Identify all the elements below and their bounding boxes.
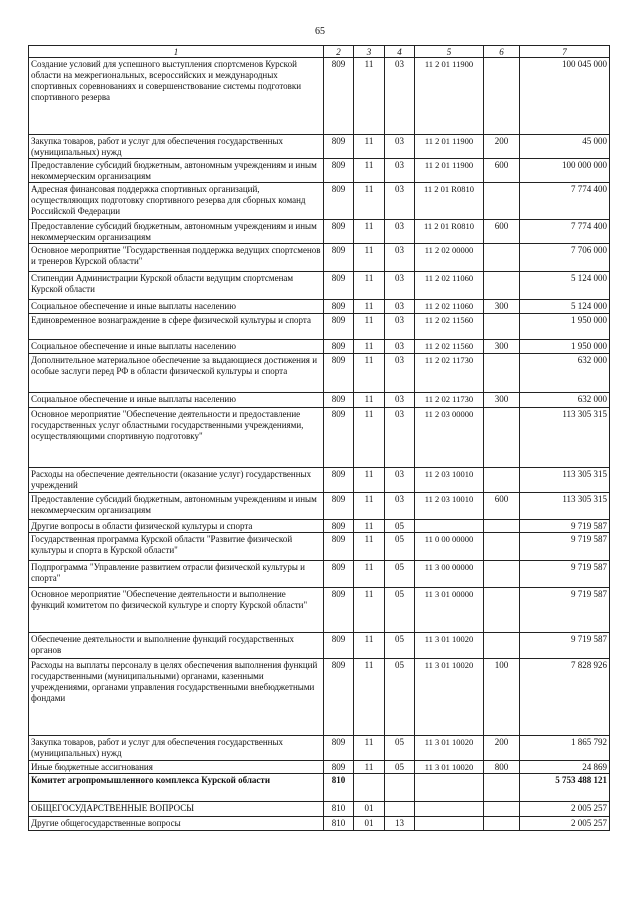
section-code-cell [354,774,385,802]
section-code-cell: 11 [354,300,385,314]
expense-type-cell: 800 [484,761,520,774]
section-code-cell: 11 [354,633,385,659]
subsection-code-cell: 03 [385,493,415,520]
row-name-cell: Единовременное вознаграждение в сфере физической культуры и спорта [29,314,324,340]
expense-type-cell [484,354,520,393]
section-code-cell: 11 [354,520,385,533]
amount-cell: 100 000 000 [520,159,610,183]
row-name-cell: Создание условий для успешного выступления спортсменов Курской области на межрегиональных, всероссийских и международных спортивных соревнованиях и совершенствование системы подготовки спортивного резерва [29,58,324,135]
expense-type-cell [484,520,520,533]
section-code-cell: 11 [354,736,385,761]
table-row [29,300,610,314]
section-code-cell: 11 [354,588,385,633]
table-body [29,58,610,831]
amount-cell: 5 124 000 [520,300,610,314]
amount-cell: 9 719 587 [520,633,610,659]
row-name-cell: Иные бюджетные ассигнования [29,761,324,774]
section-code-cell: 11 [354,659,385,736]
column-header: 5 [415,46,484,58]
expense-type-cell [484,468,520,493]
table-row [29,468,610,493]
table-row [29,159,610,183]
target-article-cell: 11 0 00 00000 [415,533,484,561]
ministry-code-cell: 809 [324,300,354,314]
table-row [29,561,610,588]
target-article-cell: 11 2 01 R0810 [415,220,484,244]
table-row [29,135,610,159]
ministry-code-cell: 809 [324,183,354,220]
table-row [29,761,610,774]
subsection-code-cell: 03 [385,393,415,408]
amount-cell: 7 706 000 [520,244,610,272]
section-code-cell: 11 [354,468,385,493]
target-article-cell: 11 2 03 10010 [415,493,484,520]
subsection-code-cell: 03 [385,135,415,159]
ministry-code-cell: 809 [324,761,354,774]
target-article-cell: 11 2 03 10010 [415,468,484,493]
subsection-code-cell [385,774,415,802]
ministry-code-cell: 809 [324,493,354,520]
table-row [29,220,610,244]
target-article-cell: 11 3 01 10020 [415,633,484,659]
target-article-cell: 11 3 01 10020 [415,736,484,761]
table-row [29,817,610,831]
subsection-code-cell: 03 [385,468,415,493]
expense-type-cell [484,633,520,659]
ministry-code-cell: 809 [324,340,354,354]
ministry-code-cell: 809 [324,135,354,159]
section-code-cell: 11 [354,354,385,393]
section-code-cell: 11 [354,159,385,183]
ministry-code-cell: 809 [324,520,354,533]
section-code-cell: 11 [354,393,385,408]
target-article-cell: 11 3 00 00000 [415,561,484,588]
amount-cell: 100 045 000 [520,58,610,135]
expense-type-cell: 100 [484,659,520,736]
amount-cell: 9 719 587 [520,533,610,561]
ministry-code-cell: 810 [324,774,354,802]
subsection-code-cell: 05 [385,659,415,736]
table-row [29,493,610,520]
target-article-cell: 11 3 01 00000 [415,588,484,633]
column-header: 2 [324,46,354,58]
expense-type-cell [484,58,520,135]
row-name-cell: Дополнительное материальное обеспечение за выдающиеся достижения и особые заслуги перед РФ в области физической культуры и спорта [29,354,324,393]
subsection-code-cell: 03 [385,220,415,244]
expense-type-cell: 200 [484,736,520,761]
amount-cell: 5 753 488 121 [520,774,610,802]
row-name-cell: Предоставление субсидий бюджетным, автономным учреждениям и иным некоммерческим организациям [29,159,324,183]
section-code-cell: 11 [354,533,385,561]
subsection-code-cell: 05 [385,761,415,774]
expense-type-cell [484,774,520,802]
ministry-code-cell: 809 [324,393,354,408]
table-row [29,520,610,533]
ministry-code-cell: 809 [324,468,354,493]
amount-cell: 7 774 400 [520,183,610,220]
row-name-cell: Предоставление субсидий бюджетным, автономным учреждениям и иным некоммерческим организациям [29,220,324,244]
amount-cell: 5 124 000 [520,272,610,300]
amount-cell: 113 305 315 [520,408,610,468]
subsection-code-cell: 03 [385,272,415,300]
table-row [29,183,610,220]
expense-type-cell [484,533,520,561]
expense-type-cell: 300 [484,393,520,408]
target-article-cell: 11 2 01 11900 [415,135,484,159]
row-name-cell: Предоставление субсидий бюджетным, автономным учреждениям и иным некоммерческим организациям [29,493,324,520]
table-row [29,588,610,633]
target-article-cell [415,520,484,533]
amount-cell: 9 719 587 [520,520,610,533]
table-header-row [29,46,610,58]
amount-cell: 45 000 [520,135,610,159]
row-name-cell: Другие общегосударственные вопросы [29,817,324,831]
target-article-cell: 11 3 01 10020 [415,659,484,736]
expense-type-cell [484,817,520,831]
expense-type-cell: 600 [484,159,520,183]
amount-cell: 632 000 [520,354,610,393]
section-code-cell: 11 [354,58,385,135]
row-name-cell: Социальное обеспечение и иные выплаты населению [29,393,324,408]
table-row [29,393,610,408]
row-name-cell: Социальное обеспечение и иные выплаты населению [29,300,324,314]
expense-type-cell [484,802,520,817]
subsection-code-cell: 03 [385,354,415,393]
amount-cell: 9 719 587 [520,588,610,633]
expense-type-cell [484,408,520,468]
table-row [29,736,610,761]
row-name-cell: Обеспечение деятельности и выполнение функций государственных органов [29,633,324,659]
row-name-cell: Комитет агропромышленного комплекса Курской области [29,774,324,802]
amount-cell: 2 005 257 [520,817,610,831]
target-article-cell: 11 2 01 R0810 [415,183,484,220]
expense-type-cell: 300 [484,300,520,314]
subsection-code-cell: 05 [385,520,415,533]
budget-table [28,45,610,831]
target-article-cell: 11 2 01 11900 [415,159,484,183]
expense-type-cell: 600 [484,220,520,244]
section-code-cell: 11 [354,340,385,354]
subsection-code-cell: 05 [385,736,415,761]
section-code-cell: 01 [354,817,385,831]
expense-type-cell [484,244,520,272]
section-code-cell: 11 [354,561,385,588]
target-article-cell: 11 3 01 10020 [415,761,484,774]
subsection-code-cell: 05 [385,533,415,561]
row-name-cell: Расходы на обеспечение деятельности (оказание услуг) государственных учреждений [29,468,324,493]
expense-type-cell: 300 [484,340,520,354]
row-name-cell: Адресная финансовая поддержка спортивных организаций, осуществляющих подготовку спортивного резерва для сборных команд Российской Федерации [29,183,324,220]
amount-cell: 2 005 257 [520,802,610,817]
expense-type-cell: 600 [484,493,520,520]
table-row [29,802,610,817]
amount-cell: 7 774 400 [520,220,610,244]
row-name-cell: Другие вопросы в области физической культуры и спорта [29,520,324,533]
amount-cell: 1 865 792 [520,736,610,761]
ministry-code-cell: 809 [324,561,354,588]
column-header: 6 [484,46,520,58]
table-row [29,244,610,272]
row-name-cell: Социальное обеспечение и иные выплаты населению [29,340,324,354]
section-code-cell: 11 [354,761,385,774]
section-code-cell: 11 [354,272,385,300]
section-code-cell: 11 [354,244,385,272]
target-article-cell: 11 2 02 11560 [415,340,484,354]
column-header: 1 [29,46,324,58]
target-article-cell: 11 2 02 11060 [415,272,484,300]
amount-cell: 7 828 926 [520,659,610,736]
subsection-code-cell: 03 [385,340,415,354]
row-name-cell: Расходы на выплаты персоналу в целях обеспечения выполнения функций государственными (муниципальными) органами, казенными учреждениями, органами управления государственными внебюджетными фондами [29,659,324,736]
subsection-code-cell: 03 [385,159,415,183]
target-article-cell [415,802,484,817]
row-name-cell: Основное мероприятие "Обеспечение деятельности и выполнение функций комитетом по физической культуре и спорту Курской области" [29,588,324,633]
subsection-code-cell [385,802,415,817]
ministry-code-cell: 809 [324,736,354,761]
amount-cell: 632 000 [520,393,610,408]
section-code-cell: 01 [354,802,385,817]
target-article-cell: 11 2 02 11730 [415,393,484,408]
amount-cell: 1 950 000 [520,340,610,354]
row-name-cell: ОБЩЕГОСУДАРСТВЕННЫЕ ВОПРОСЫ [29,802,324,817]
expense-type-cell [484,314,520,340]
target-article-cell [415,817,484,831]
table-row [29,354,610,393]
ministry-code-cell: 809 [324,244,354,272]
ministry-code-cell: 809 [324,272,354,300]
expense-type-cell [484,561,520,588]
amount-cell: 1 950 000 [520,314,610,340]
ministry-code-cell: 809 [324,633,354,659]
section-code-cell: 11 [354,135,385,159]
subsection-code-cell: 03 [385,300,415,314]
subsection-code-cell: 03 [385,408,415,468]
row-name-cell: Основное мероприятие "Государственная поддержка ведущих спортсменов и тренеров Курской области" [29,244,324,272]
target-article-cell: 11 2 03 00000 [415,408,484,468]
subsection-code-cell: 05 [385,588,415,633]
section-code-cell: 11 [354,408,385,468]
table-row [29,272,610,300]
row-name-cell: Подпрограмма "Управление развитием отрасли физической культуры и спорта" [29,561,324,588]
ministry-code-cell: 809 [324,659,354,736]
row-name-cell: Закупка товаров, работ и услуг для обеспечения государственных (муниципальных) нужд [29,736,324,761]
table-row [29,774,610,802]
ministry-code-cell: 810 [324,802,354,817]
ministry-code-cell: 809 [324,220,354,244]
expense-type-cell [484,183,520,220]
amount-cell: 24 869 [520,761,610,774]
ministry-code-cell: 809 [324,314,354,340]
column-header: 3 [354,46,385,58]
section-code-cell: 11 [354,314,385,340]
subsection-code-cell: 03 [385,58,415,135]
page-number: 65 [315,26,325,37]
ministry-code-cell: 809 [324,159,354,183]
subsection-code-cell: 05 [385,633,415,659]
target-article-cell: 11 2 02 11730 [415,354,484,393]
target-article-cell: 11 2 02 00000 [415,244,484,272]
section-code-cell: 11 [354,220,385,244]
row-name-cell: Стипендии Администрации Курской области ведущим спортсменам Курской области [29,272,324,300]
subsection-code-cell: 03 [385,183,415,220]
table-row [29,314,610,340]
target-article-cell: 11 2 02 11560 [415,314,484,340]
expense-type-cell: 200 [484,135,520,159]
ministry-code-cell: 810 [324,817,354,831]
target-article-cell: 11 2 01 11900 [415,58,484,135]
target-article-cell [415,774,484,802]
table-row [29,633,610,659]
subsection-code-cell: 03 [385,244,415,272]
section-code-cell: 11 [354,493,385,520]
amount-cell: 9 719 587 [520,561,610,588]
ministry-code-cell: 809 [324,533,354,561]
expense-type-cell [484,272,520,300]
row-name-cell: Государственная программа Курской области "Развитие физической культуры и спорта в Курской области" [29,533,324,561]
subsection-code-cell: 03 [385,314,415,340]
amount-cell: 113 305 315 [520,493,610,520]
table-row [29,533,610,561]
table-row [29,340,610,354]
subsection-code-cell: 05 [385,561,415,588]
subsection-code-cell: 13 [385,817,415,831]
ministry-code-cell: 809 [324,588,354,633]
column-header: 7 [520,46,610,58]
section-code-cell: 11 [354,183,385,220]
row-name-cell: Основное мероприятие "Обеспечение деятельности и предоставление государственных услуг областными государственными учреждениями, осуществляющими спортивную подготовку" [29,408,324,468]
column-header: 4 [385,46,415,58]
table-row [29,659,610,736]
ministry-code-cell: 809 [324,58,354,135]
table-row [29,408,610,468]
expense-type-cell [484,588,520,633]
ministry-code-cell: 809 [324,354,354,393]
amount-cell: 113 305 315 [520,468,610,493]
table-row [29,58,610,135]
target-article-cell: 11 2 02 11060 [415,300,484,314]
ministry-code-cell: 809 [324,408,354,468]
row-name-cell: Закупка товаров, работ и услуг для обеспечения государственных (муниципальных) нужд [29,135,324,159]
